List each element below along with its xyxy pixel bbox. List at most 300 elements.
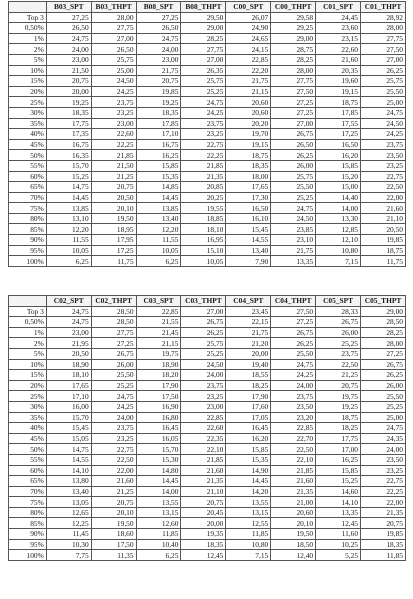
- table-cell: 28,00: [361, 338, 406, 349]
- table-cell: 22,25: [181, 150, 226, 161]
- table-row: [9, 497, 406, 508]
- table-cell: 16,45: [226, 423, 271, 434]
- table-cell: 22,75: [91, 444, 136, 455]
- table-cell: 14,55: [226, 235, 271, 246]
- table-cell: 21,60: [316, 54, 361, 65]
- table-cell: 28,25: [361, 327, 406, 338]
- table-cell: 24,00: [46, 44, 91, 55]
- table-cell: 18,35: [136, 107, 181, 118]
- table-row: [9, 476, 406, 487]
- row-label-cell: 2%: [9, 44, 47, 55]
- table-cell: 11,85: [361, 550, 406, 561]
- table-cell: 24,50: [271, 213, 316, 224]
- table-cell: 24,00: [91, 412, 136, 423]
- column-header: C02_SPT: [46, 296, 91, 307]
- table-cell: 29,00: [271, 33, 316, 44]
- table-cell: 21,35: [361, 507, 406, 518]
- table-cell: 27,00: [271, 118, 316, 129]
- table-cell: 16,95: [181, 235, 226, 246]
- table-cell: 25,50: [91, 370, 136, 381]
- table-cell: 27,25: [271, 97, 316, 108]
- table-cell: 15,45: [46, 423, 91, 434]
- table-cell: 16,25: [316, 454, 361, 465]
- table-cell: 24,50: [91, 76, 136, 87]
- table-cell: 21,50: [46, 65, 91, 76]
- table-cell: 25,75: [181, 338, 226, 349]
- table-row: [9, 433, 406, 444]
- table-cell: 21,15: [226, 86, 271, 97]
- table-row: [9, 486, 406, 497]
- row-label-cell: 80%: [9, 213, 47, 224]
- table-cell: 16,20: [226, 433, 271, 444]
- table-cell: 28,25: [181, 33, 226, 44]
- table-cell: 20,75: [46, 76, 91, 87]
- table-cell: 15,25: [46, 171, 91, 182]
- row-label-cell: 65%: [9, 476, 47, 487]
- table-cell: 24,50: [361, 118, 406, 129]
- table-cell: 17,35: [46, 129, 91, 140]
- table-cell: 14,00: [136, 486, 181, 497]
- row-label-cell: 55%: [9, 454, 47, 465]
- row-label-cell: 50%: [9, 150, 47, 161]
- table-cell: 23,25: [361, 160, 406, 171]
- table-row: [9, 454, 406, 465]
- table-cell: 23,20: [271, 412, 316, 423]
- row-label-cell: 85%: [9, 518, 47, 529]
- table-cell: 27,25: [361, 348, 406, 359]
- table-cell: 24,25: [91, 86, 136, 97]
- table-cell: 16,20: [316, 150, 361, 161]
- table-cell: 24,25: [91, 401, 136, 412]
- table-cell: 22,75: [181, 139, 226, 150]
- table-cell: 15,00: [316, 182, 361, 193]
- table-cell: 18,10: [46, 370, 91, 381]
- table-row: [9, 338, 406, 349]
- table-cell: 24,75: [46, 306, 91, 317]
- table-cell: 18,75: [361, 245, 406, 256]
- table-cell: 17,65: [46, 380, 91, 391]
- table-cell: 19,40: [226, 359, 271, 370]
- row-label-cell: 5%: [9, 54, 47, 65]
- table-cell: 24,75: [271, 203, 316, 214]
- row-label-cell: 30%: [9, 107, 47, 118]
- table-row: [9, 359, 406, 370]
- row-label-cell: 95%: [9, 539, 47, 550]
- table-cell: 17,90: [136, 380, 181, 391]
- table-cell: 21,60: [361, 203, 406, 214]
- table-cell: 18,20: [136, 370, 181, 381]
- table-cell: 23,75: [316, 348, 361, 359]
- table-cell: 26,50: [91, 44, 136, 55]
- table-cell: 24,75: [361, 107, 406, 118]
- table-cell: 16,45: [136, 423, 181, 434]
- table-cell: 15,70: [46, 160, 91, 171]
- table-cell: 26,07: [226, 12, 271, 23]
- table-cell: 24,75: [361, 423, 406, 434]
- table-cell: 24,25: [271, 370, 316, 381]
- table-cell: 27,75: [91, 23, 136, 34]
- table-row: [9, 33, 406, 44]
- table-cell: 18,90: [46, 359, 91, 370]
- table-cell: 19,50: [91, 518, 136, 529]
- table-row: [9, 182, 406, 193]
- table-cell: 21,75: [226, 76, 271, 87]
- row-label-cell: 1%: [9, 33, 47, 44]
- table-cell: 15,70: [136, 444, 181, 455]
- table-row: [9, 150, 406, 161]
- column-header: C05_SPT: [316, 296, 361, 307]
- table-row: [9, 12, 406, 23]
- corner-header-cell: [9, 2, 47, 13]
- table-row: [9, 171, 406, 182]
- column-header: C03_SPT: [136, 296, 181, 307]
- row-label-cell: 10%: [9, 65, 47, 76]
- table-cell: 22,15: [226, 317, 271, 328]
- table-cell: 27,00: [91, 33, 136, 44]
- table-cell: 18,35: [46, 107, 91, 118]
- table-cell: 28,25: [271, 54, 316, 65]
- table-row: [9, 86, 406, 97]
- table-row: [9, 213, 406, 224]
- table-cell: 28,50: [91, 306, 136, 317]
- table-row: [9, 380, 406, 391]
- table-cell: 12,45: [316, 518, 361, 529]
- table-cell: 24,90: [226, 23, 271, 34]
- table-cell: 25,25: [271, 192, 316, 203]
- row-label-cell: 20%: [9, 380, 47, 391]
- table-cell: 21,25: [91, 171, 136, 182]
- table-row: [9, 444, 406, 455]
- table-cell: 13,05: [46, 497, 91, 508]
- column-header: B08_SPT: [136, 2, 181, 13]
- table-cell: 22,50: [91, 454, 136, 465]
- table-cell: 21,10: [181, 486, 226, 497]
- table-cell: 20,00: [181, 518, 226, 529]
- table-cell: 13,15: [136, 507, 181, 518]
- column-header: C04_SPT: [226, 296, 271, 307]
- table-cell: 14,40: [316, 192, 361, 203]
- table-cell: 20,75: [181, 497, 226, 508]
- table-cell: 19,55: [181, 203, 226, 214]
- table-cell: 27,00: [181, 54, 226, 65]
- table-cell: 27,25: [271, 107, 316, 118]
- table-cell: 25,50: [361, 391, 406, 402]
- table-cell: 14,20: [226, 486, 271, 497]
- table-cell: 26,00: [361, 380, 406, 391]
- table-cell: 21,95: [46, 338, 91, 349]
- table-cell: 20,10: [91, 507, 136, 518]
- table-cell: 25,75: [361, 76, 406, 87]
- table-cell: 23,50: [361, 454, 406, 465]
- table-cell: 17,85: [136, 118, 181, 129]
- table-cell: 5,25: [316, 550, 361, 561]
- column-header: C01_SPT: [316, 2, 361, 13]
- table-cell: 10,25: [316, 539, 361, 550]
- table-cell: 12,20: [136, 224, 181, 235]
- table-cell: 22,85: [181, 412, 226, 423]
- table-cell: 25,00: [361, 412, 406, 423]
- row-label-cell: 100%: [9, 550, 47, 561]
- table-cell: 11,85: [226, 529, 271, 540]
- table-cell: 26,00: [271, 160, 316, 171]
- row-label-cell: 25%: [9, 97, 47, 108]
- table-cell: 21,85: [181, 454, 226, 465]
- table-cell: 26,25: [271, 338, 316, 349]
- table-cell: 14,90: [226, 465, 271, 476]
- table-cell: 20,50: [46, 348, 91, 359]
- table-cell: 21,60: [91, 476, 136, 487]
- table-cell: 24,75: [46, 317, 91, 328]
- table-cell: 18,25: [316, 423, 361, 434]
- table-cell: 21,00: [271, 497, 316, 508]
- table-cell: 15,70: [46, 412, 91, 423]
- table-cell: 24,00: [136, 44, 181, 55]
- table-row: [9, 348, 406, 359]
- table-cell: 13,55: [226, 497, 271, 508]
- table-cell: 22,35: [181, 433, 226, 444]
- row-label-cell: 85%: [9, 224, 47, 235]
- table-cell: 10,05: [181, 256, 226, 267]
- percentile-table-1: [8, 1, 406, 267]
- table-cell: 15,10: [181, 245, 226, 256]
- row-label-cell: 70%: [9, 486, 47, 497]
- table-cell: 18,35: [181, 539, 226, 550]
- table-row: [9, 23, 406, 34]
- table-cell: 24,75: [181, 97, 226, 108]
- table-cell: 22,10: [181, 444, 226, 455]
- row-label-cell: 2%: [9, 338, 47, 349]
- table-cell: 25,00: [361, 97, 406, 108]
- table-cell: 14,75: [46, 182, 91, 193]
- table-cell: 13,35: [316, 507, 361, 518]
- table-cell: 19,70: [226, 129, 271, 140]
- table-cell: 29,00: [361, 306, 406, 317]
- table-cell: 20,45: [181, 507, 226, 518]
- row-label-cell: 5%: [9, 348, 47, 359]
- table-cell: 24,75: [271, 359, 316, 370]
- table-cell: 14,00: [316, 203, 361, 214]
- row-label-cell: 70%: [9, 192, 47, 203]
- column-header: C00_THPT: [271, 2, 316, 13]
- table-cell: 25,25: [181, 348, 226, 359]
- table-cell: 28,75: [271, 44, 316, 55]
- table-cell: 20,60: [271, 507, 316, 518]
- table-cell: 13,30: [316, 213, 361, 224]
- table-row: [9, 224, 406, 235]
- table-cell: 27,50: [271, 306, 316, 317]
- table-cell: 19,25: [46, 97, 91, 108]
- table-cell: 27,75: [91, 327, 136, 338]
- table-cell: 21,85: [181, 160, 226, 171]
- table-cell: 18,75: [316, 97, 361, 108]
- table-cell: 21,85: [91, 150, 136, 161]
- table-cell: 27,75: [271, 76, 316, 87]
- table-cell: 7,90: [226, 256, 271, 267]
- table-cell: 24,75: [136, 33, 181, 44]
- table-cell: 23,00: [136, 54, 181, 65]
- table-row: [9, 529, 406, 540]
- table-cell: 17,75: [46, 118, 91, 129]
- table-cell: 22,00: [91, 465, 136, 476]
- table-row: [9, 327, 406, 338]
- table-cell: 15,85: [136, 160, 181, 171]
- table-cell: 19,85: [361, 235, 406, 246]
- table-cell: 17,60: [226, 401, 271, 412]
- table-cell: 17,55: [316, 118, 361, 129]
- table-cell: 25,25: [91, 380, 136, 391]
- table-2-header: [9, 296, 406, 307]
- table-cell: 20,10: [91, 203, 136, 214]
- table-cell: 20,75: [91, 497, 136, 508]
- column-header: C05_THPT: [361, 296, 406, 307]
- table-cell: 17,75: [316, 433, 361, 444]
- table-cell: 22,10: [271, 454, 316, 465]
- table-cell: 16,75: [46, 139, 91, 150]
- table-cell: 23,25: [91, 433, 136, 444]
- table-cell: 15,35: [226, 454, 271, 465]
- table-cell: 21,10: [361, 213, 406, 224]
- table-cell: 18,95: [91, 224, 136, 235]
- row-label-cell: 25%: [9, 391, 47, 402]
- table-cell: 23,75: [181, 118, 226, 129]
- header-row: [9, 2, 406, 13]
- table-cell: 22,00: [361, 497, 406, 508]
- table-cell: 6,25: [136, 256, 181, 267]
- table-cell: 25,75: [91, 54, 136, 65]
- table-cell: 20,60: [226, 107, 271, 118]
- table-cell: 16,50: [316, 139, 361, 150]
- table-cell: 22,85: [136, 306, 181, 317]
- row-label-cell: 15%: [9, 76, 47, 87]
- row-label-cell: 75%: [9, 497, 47, 508]
- table-cell: 26,00: [316, 327, 361, 338]
- table-cell: 24,65: [226, 33, 271, 44]
- table-row: [9, 465, 406, 476]
- row-label-cell: 35%: [9, 412, 47, 423]
- table-cell: 19,50: [271, 529, 316, 540]
- row-label-cell: 30%: [9, 401, 47, 412]
- table-row: [9, 317, 406, 328]
- table-cell: 6,25: [46, 256, 91, 267]
- table-cell: 19,25: [136, 97, 181, 108]
- table-cell: 18,55: [226, 370, 271, 381]
- table-cell: 6,25: [136, 550, 181, 561]
- table-1-header: [9, 2, 406, 13]
- table-row: [9, 192, 406, 203]
- row-label-cell: 45%: [9, 139, 47, 150]
- row-label-cell: 95%: [9, 245, 47, 256]
- table-cell: 18,35: [361, 539, 406, 550]
- table-cell: 22,25: [361, 486, 406, 497]
- table-cell: 24,00: [271, 380, 316, 391]
- table-cell: 19,35: [181, 529, 226, 540]
- table-row: [9, 550, 406, 561]
- table-cell: 23,00: [46, 327, 91, 338]
- row-label-cell: Top 3: [9, 306, 47, 317]
- table-cell: 14,55: [46, 454, 91, 465]
- table-cell: 26,50: [46, 23, 91, 34]
- table-cell: 14,85: [136, 182, 181, 193]
- table-cell: 26,75: [271, 327, 316, 338]
- table-cell: 12,40: [271, 550, 316, 561]
- table-cell: 20,00: [226, 348, 271, 359]
- table-cell: 25,50: [271, 348, 316, 359]
- table-cell: 20,50: [91, 192, 136, 203]
- table-cell: 20,25: [181, 192, 226, 203]
- table-cell: 7,75: [46, 550, 91, 561]
- table-cell: 16,50: [226, 203, 271, 214]
- table-cell: 24,75: [91, 391, 136, 402]
- table-cell: 26,25: [361, 370, 406, 381]
- table-cell: 23,75: [91, 97, 136, 108]
- table-cell: 12,60: [136, 518, 181, 529]
- table-cell: 14,45: [136, 476, 181, 487]
- table-cell: 24,50: [181, 359, 226, 370]
- row-label-cell: 75%: [9, 203, 47, 214]
- column-header: C04_THPT: [271, 296, 316, 307]
- table-cell: 28,00: [271, 65, 316, 76]
- table-cell: 14,75: [46, 444, 91, 455]
- table-cell: 21,60: [271, 476, 316, 487]
- table-cell: 18,00: [226, 171, 271, 182]
- table-cell: 23,75: [271, 391, 316, 402]
- table-cell: 29,50: [181, 12, 226, 23]
- header-row: [9, 296, 406, 307]
- table-cell: 15,30: [136, 454, 181, 465]
- table-cell: 27,50: [361, 44, 406, 55]
- table-cell: 27,25: [91, 338, 136, 349]
- table-cell: 10,80: [226, 539, 271, 550]
- row-label-cell: 65%: [9, 182, 47, 193]
- table-cell: 26,35: [181, 65, 226, 76]
- table-cell: 16,25: [136, 150, 181, 161]
- row-label-cell: 40%: [9, 129, 47, 140]
- table-row: [9, 245, 406, 256]
- table-cell: 21,35: [271, 486, 316, 497]
- table-cell: 27,50: [271, 86, 316, 97]
- table-cell: 23,00: [91, 118, 136, 129]
- table-cell: 18,60: [91, 529, 136, 540]
- table-row: [9, 76, 406, 87]
- table-cell: 24,35: [361, 433, 406, 444]
- table-cell: 13,35: [271, 256, 316, 267]
- table-cell: 21,35: [181, 476, 226, 487]
- table-cell: 23,85: [271, 224, 316, 235]
- table-cell: 22,75: [361, 171, 406, 182]
- table-cell: 17,50: [91, 539, 136, 550]
- table-cell: 24,75: [46, 33, 91, 44]
- table-cell: 11,60: [316, 529, 361, 540]
- table-cell: 27,75: [181, 44, 226, 55]
- table-cell: 12,55: [226, 518, 271, 529]
- table-cell: 13,10: [46, 213, 91, 224]
- table-cell: 10,05: [46, 245, 91, 256]
- table-row: [9, 423, 406, 434]
- table-cell: 20,00: [46, 86, 91, 97]
- table-cell: 21,55: [136, 317, 181, 328]
- table-cell: 17,25: [316, 129, 361, 140]
- table-cell: 19,15: [226, 139, 271, 150]
- table-cell: 17,10: [136, 129, 181, 140]
- table-cell: 22,50: [271, 444, 316, 455]
- table-cell: 12,65: [46, 507, 91, 518]
- table-cell: 22,60: [181, 423, 226, 434]
- table-cell: 26,75: [271, 129, 316, 140]
- table-cell: 17,50: [136, 391, 181, 402]
- table-row: [9, 235, 406, 246]
- table-row: [9, 507, 406, 518]
- percentile-table-2: [8, 295, 406, 561]
